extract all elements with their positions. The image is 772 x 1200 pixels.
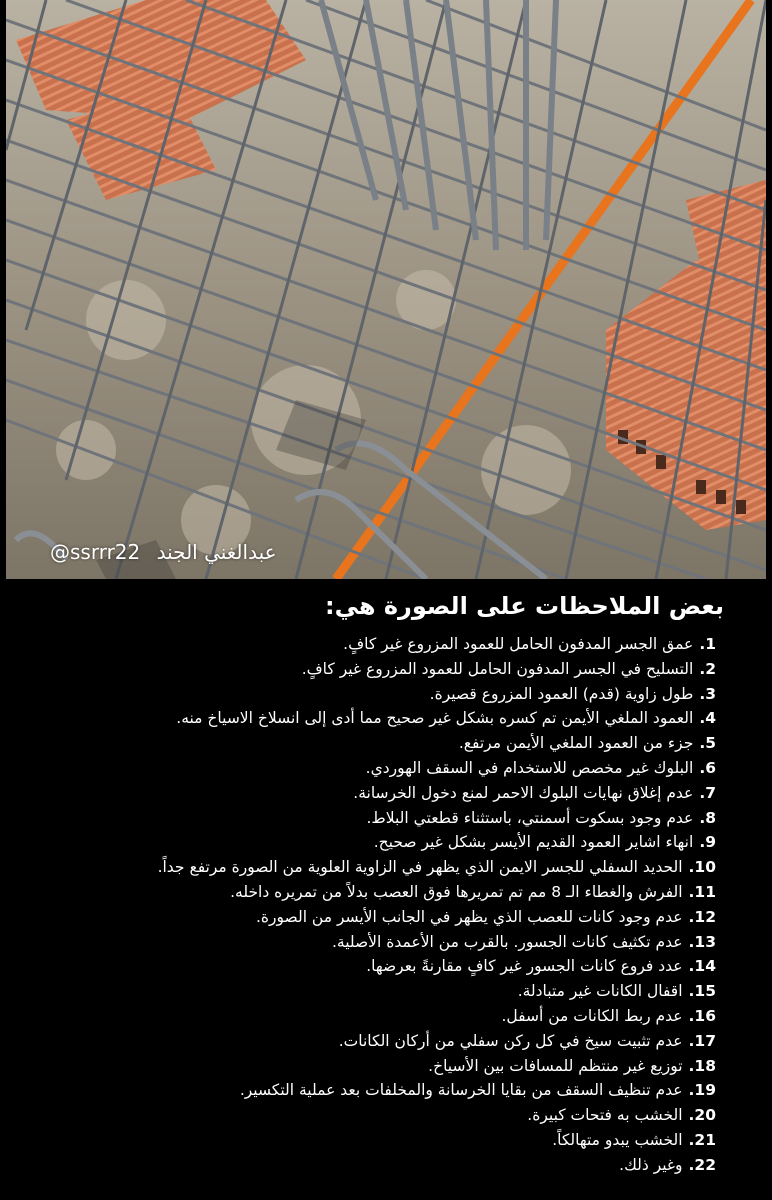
item-text: عدد فروع كانات الجسور غير كافٍ مقارنةً بعرضها. — [366, 957, 683, 976]
list-item — [26, 1128, 716, 1153]
watermark-name: عبدالغني الجند — [156, 540, 277, 564]
list-item — [26, 1078, 716, 1103]
item-number: 16. — [688, 1006, 716, 1025]
list-item — [26, 706, 716, 731]
list-item — [26, 954, 716, 979]
item-number: 19. — [688, 1081, 716, 1100]
item-number: 6. — [699, 758, 716, 777]
item-number: 10. — [688, 858, 716, 877]
item-text: الفرش والغطاء الـ 8 مم تم تمريرها فوق العصب بدلاً من تمريره داخله. — [230, 882, 683, 901]
item-text: عدم إغلاق نهايات البلوك الاحمر لمنع دخول الخرسانة. — [353, 783, 694, 802]
item-number: 8. — [699, 808, 716, 827]
item-number: 11. — [688, 882, 716, 901]
item-text: عدم تنظيف السقف من بقايا الخرسانة والمخلفات بعد عملية التكسير. — [239, 1081, 683, 1100]
item-number: 2. — [699, 659, 716, 678]
list-item — [26, 1029, 716, 1054]
item-number: 7. — [699, 783, 716, 802]
item-text: عدم تثبيت سيخ في كل ركن سفلي من أركان الكانات. — [338, 1031, 683, 1050]
item-text: عمق الجسر المدفون الحامل للعمود المزروع غير كافٍ. — [343, 635, 694, 653]
item-text: الخشب يبدو متهالكاً. — [552, 1130, 683, 1149]
item-number: 17. — [688, 1031, 716, 1050]
list-item — [26, 855, 716, 880]
item-text: الحديد السفلي للجسر الايمن الذي يظهر في الزاوية العلوية من الصورة مرتفع جداً. — [157, 858, 683, 877]
list-item — [26, 979, 716, 1004]
item-number: 18. — [688, 1056, 716, 1075]
list-item — [26, 682, 716, 707]
list-item — [26, 1103, 716, 1128]
construction-photo — [6, 0, 766, 579]
item-text: التسليح في الجسر المدفون الحامل للعمود المزروع غير كافٍ. — [301, 659, 694, 678]
item-text: عدم وجود كانات للعصب الذي يظهر في الجانب الأيسر من الصورة. — [255, 907, 683, 926]
notes-panel — [0, 582, 772, 1200]
list-item — [26, 930, 716, 955]
item-number: 21. — [688, 1130, 716, 1149]
notes-heading: بعض الملاحظات على الصورة هي: — [325, 592, 724, 620]
item-number: 15. — [688, 982, 716, 1001]
list-item — [26, 880, 716, 905]
list-item — [26, 806, 716, 831]
item-text: الخشب به فتحات كبيرة. — [527, 1106, 683, 1125]
list-item — [26, 1004, 716, 1029]
list-item — [26, 781, 716, 806]
photo-watermark — [50, 540, 277, 564]
list-item — [26, 905, 716, 930]
item-text: طول زاوية (قدم) العمود المزروع قصيرة. — [429, 684, 694, 703]
watermark-handle: @ssrrr22 — [50, 540, 141, 564]
item-text: العمود الملغي الأيمن تم كسره بشكل غير صحيح مما أدى إلى انسلاخ الاسياخ منه. — [176, 709, 694, 728]
item-text: عدم تكثيف كانات الجسور. بالقرب من الأعمدة الأصلية. — [331, 932, 683, 951]
item-number: 1. — [699, 635, 716, 653]
item-number: 22. — [688, 1155, 716, 1174]
item-text: عدم ربط الكانات من أسفل. — [501, 1006, 683, 1025]
item-text: توزيع غير منتظم للمسافات بين الأسياخ. — [428, 1056, 683, 1075]
item-number: 5. — [699, 734, 716, 753]
list-item — [26, 632, 716, 657]
item-number: 4. — [699, 709, 716, 728]
item-text: البلوك غير مخصص للاستخدام في السقف الهوردي. — [365, 758, 694, 777]
list-item — [26, 657, 716, 682]
item-number: 12. — [688, 907, 716, 926]
item-text: عدم وجود بسكوت أسمنتي، باستثناء قطعتي البلاط. — [366, 808, 694, 827]
list-item — [26, 1153, 716, 1178]
item-number: 14. — [688, 957, 716, 976]
rebar-scene-illustration — [6, 0, 766, 579]
list-item — [26, 830, 716, 855]
list-item — [26, 756, 716, 781]
notes-list — [26, 632, 716, 1178]
item-number: 20. — [688, 1106, 716, 1125]
item-text: انهاء اشاير العمود القديم الأيسر بشكل غير صحيح. — [373, 833, 694, 852]
item-number: 13. — [688, 932, 716, 951]
list-item — [26, 731, 716, 756]
item-number: 3. — [699, 684, 716, 703]
item-text: جزء من العمود الملغي الأيمن مرتفع. — [458, 734, 694, 753]
item-number: 9. — [699, 833, 716, 852]
list-item — [26, 1054, 716, 1079]
item-text: وغير ذلك. — [619, 1155, 683, 1174]
item-text: اقفال الكانات غير متبادلة. — [517, 982, 683, 1001]
